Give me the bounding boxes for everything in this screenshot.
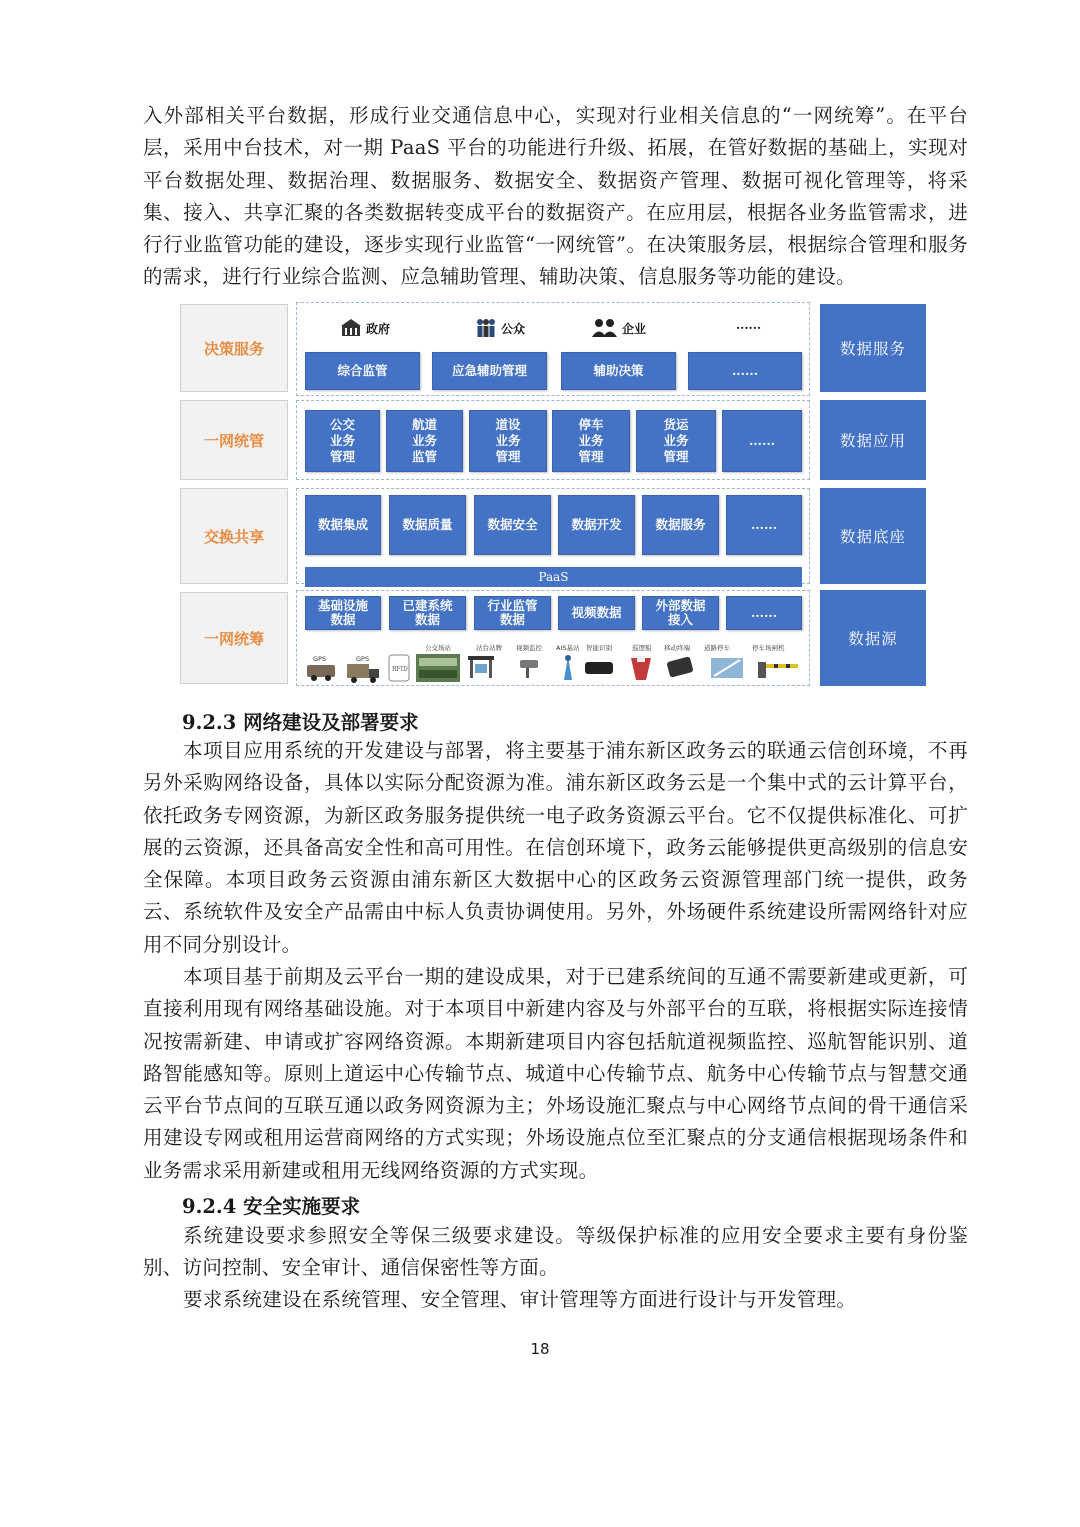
mobile-terminal-icon — [666, 656, 696, 680]
paragraph-security-level: 系统建设要求参照安全等保三级要求建设。等级保护标准的应用安全要求主要有身份鉴别、访问控制、安全审计、通信保密性等方面。 — [143, 1224, 968, 1280]
paragraph-platform-layers: 入外部相关平台数据，形成行业交通信息中心，实现对行业相关信息的“一网统筹”。在平台层，采用中台技术，对一期 PaaS 平台的功能进行升级、拓展，在管好数据的基础上，实现对平台数据处理、数据治理、数据服务、数据安全、数据资产管理、数据可视化管理等，将采集、接入、共享汇聚的各类数据转变成平台的数据资产。在应用层，根据各业务监管需求，进行行业监管功能的建设，逐步实现行业监管“一网统管”。在决策服务层，根据综合管理和服务的需求，进行行业综合监测、应急辅助管理、辅助决策、信息服务等功能的建设。 — [143, 104, 968, 289]
source-box: 外部数据 接入 — [642, 596, 719, 630]
sharing-box: ...... — [726, 495, 802, 555]
bus-station-icon — [416, 654, 460, 682]
device-label: 道路停车 — [704, 644, 730, 652]
device-label: 巡逻船 — [632, 644, 652, 652]
device-label: AIS基站 — [556, 644, 580, 652]
paragraph-network-connectivity: 本项目基于前期及云平台一期的建设成果，对于已建系统间的互通不需要新建或更新，可直接利用现有网络基础设施。对于本项目中新建内容及与外部平台的互联，将根据实际连接情况按需新建、申请或扩容网络资源。本期新建项目内容包括航道视频监控、巡航智能识别、道路智能感知等。原则上道运中心传输节点、城道中心传输节点、航务中心传输节点与智慧交通云平台节点间的互联互通以政务网资源为主；外场设施汇聚点与中心网络节点间的骨干通信采用建设专网或租用运营商网络的方式实现；外场设施点位至汇聚点的分支通信根据现场条件和业务需求采用新建或租用无线网络资源的方式实现。 — [143, 965, 968, 1182]
layer-label-sharing: 交换共享 — [180, 488, 288, 584]
decision-box: 综合监管 — [305, 352, 420, 390]
layer-label-decision: 决策服务 — [180, 304, 288, 392]
device-label: 视频监控 — [516, 644, 542, 652]
source-box: 视频数据 — [558, 596, 635, 630]
management-box: 停车 业务 管理 — [552, 410, 630, 472]
bus-stop-sign-icon — [466, 654, 496, 680]
government-building-icon — [340, 318, 362, 338]
right-box-data-application: 数据应用 — [820, 400, 926, 480]
source-box: ...... — [726, 596, 802, 630]
source-box: 行业监管 数据 — [474, 596, 551, 630]
right-box-data-source: 数据源 — [820, 590, 926, 686]
rfid-icon — [388, 654, 410, 682]
patrol-boat-icon — [628, 654, 654, 682]
source-box: 基础设施 数据 — [305, 596, 381, 630]
smart-recognition-icon — [584, 658, 616, 678]
device-label: GPS — [356, 655, 370, 663]
actor-enterprise — [592, 318, 646, 338]
device-label: 移动终端 — [664, 644, 690, 652]
device-label: 公交场站 — [425, 644, 451, 652]
right-box-data-service: 数据服务 — [820, 304, 926, 392]
device-label: 停车场闸机 — [752, 644, 785, 652]
camera-icon — [518, 656, 544, 680]
decision-box: 辅助决策 — [561, 352, 676, 390]
actor-public-label: 公众 — [501, 321, 526, 336]
right-box-data-foundation: 数据底座 — [820, 488, 926, 584]
sharing-box: 数据服务 — [642, 495, 719, 555]
sharing-box: 数据安全 — [474, 495, 551, 555]
device-label: 智能识别 — [586, 644, 612, 652]
layer-label-management: 一网统管 — [180, 400, 288, 480]
section-heading-9-2-4: 9.2.4 安全实施要求 — [182, 1195, 361, 1218]
sharing-box: 数据开发 — [558, 495, 635, 555]
roadside-parking-icon — [710, 656, 744, 680]
actor-public — [475, 318, 525, 338]
parking-gate-icon — [756, 658, 800, 680]
decision-box: ...... — [688, 352, 802, 390]
sharing-box: 数据集成 — [305, 495, 381, 555]
management-box: 公交 业务 管理 — [305, 410, 380, 472]
management-box: 道设 业务 管理 — [469, 410, 547, 472]
page-number: 18 — [530, 1340, 550, 1358]
svg-text:RFID: RFID — [392, 666, 408, 673]
paas-bar: PaaS — [305, 567, 802, 587]
paragraph-security-management: 要求系统建设在系统管理、安全管理、审计管理等方面进行设计与开发管理。 — [183, 1288, 857, 1311]
people-icon — [475, 318, 497, 338]
business-people-icon — [592, 318, 618, 338]
management-box: 货运 业务 管理 — [636, 410, 716, 472]
paragraph-network-deployment: 本项目应用系统的开发建设与部署，将主要基于浦东新区政务云的联通云信创环境，不再另外采购网络设备，具体以实际分配资源为准。浦东新区政务云是一个集中式的云计算平台，依托政务专网资源，为新区政务服务提供统一电子政务资源云平台。它不仅提供标准化、可扩展的云资源，还具备高安全性和高可用性。在信创环境下，政务云能够提供更高级别的信息安全保障。本项目政务云资源由浦东新区大数据中心的区政务云资源管理部门统一提供，政务云、系统软件及安全产品需由中标人负责协调使用。另外，外场硬件系统建设所需网络针对应用不同分别设计。 — [143, 739, 968, 956]
truck-icon — [346, 662, 382, 684]
actor-government-label: 政府 — [366, 321, 391, 336]
management-box: 航道 业务 监管 — [386, 410, 463, 472]
source-box: 已建系统 数据 — [389, 596, 466, 630]
actor-government — [340, 318, 390, 338]
management-box: ...... — [722, 410, 802, 472]
architecture-diagram — [180, 300, 928, 690]
actor-enterprise-label: 企业 — [622, 321, 647, 336]
ais-base-station-icon — [560, 654, 576, 682]
layer-label-coordination: 一网统筹 — [180, 592, 288, 684]
actor-more: ...... — [736, 318, 762, 332]
bus-icon — [306, 662, 338, 682]
device-label: GPS — [313, 655, 327, 663]
device-label: 站台站牌 — [476, 644, 502, 652]
section-heading-9-2-3: 9.2.3 网络建设及部署要求 — [182, 711, 419, 734]
decision-box: 应急辅助管理 — [432, 352, 547, 390]
sharing-box: 数据质量 — [389, 495, 466, 555]
